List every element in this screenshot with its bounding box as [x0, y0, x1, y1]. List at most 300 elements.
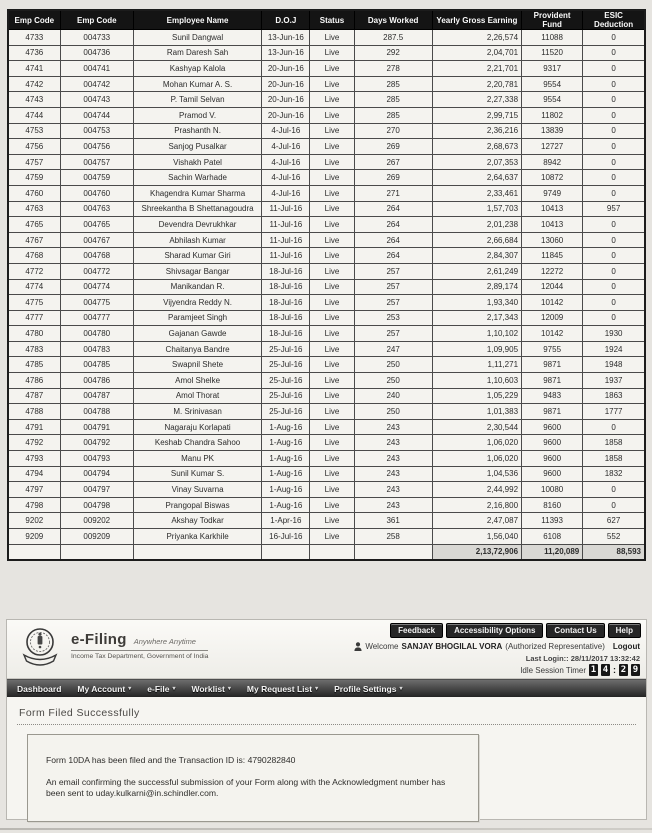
cell-esic-deduction: 0 [583, 154, 645, 170]
success-message-box [27, 734, 479, 822]
cell-status: Live [310, 466, 354, 482]
cell-emp-code-2: 004786 [60, 373, 133, 389]
cell-days-worked: 253 [354, 310, 432, 326]
table-row [8, 201, 645, 217]
cell-emp-code-1: 4798 [8, 497, 60, 513]
cell-emp-code-2: 004798 [60, 497, 133, 513]
cell-yearly-gross-earning: 2,16,800 [432, 497, 521, 513]
cell-esic-deduction: 0 [583, 248, 645, 264]
table-row [8, 419, 645, 435]
table-row [8, 326, 645, 342]
cell-days-worked: 243 [354, 435, 432, 451]
cell-esic-deduction: 0 [583, 107, 645, 123]
cell-esic-deduction: 1937 [583, 373, 645, 389]
cell-provident-fund: 6108 [522, 529, 583, 545]
cell-emp-code-1: 4757 [8, 154, 60, 170]
cell-emp-code-1: 4787 [8, 388, 60, 404]
cell-status: Live [310, 61, 354, 77]
cell-emp-code-1: 4767 [8, 232, 60, 248]
page-title: Form Filed Successfully [17, 705, 636, 725]
cell-emp-code-1: 4797 [8, 482, 60, 498]
cell-esic-deduction: 0 [583, 185, 645, 201]
cell-yearly-gross-earning: 2,17,343 [432, 310, 521, 326]
cell-employee-name: Amol Shelke [133, 373, 261, 389]
cell-doj: 1-Aug-16 [262, 451, 310, 467]
cell-esic-deduction: 0 [583, 295, 645, 311]
cell-provident-fund: 12009 [522, 310, 583, 326]
timer-digit: 1 [590, 665, 597, 675]
cell-provident-fund: 12044 [522, 279, 583, 295]
cell-days-worked: 257 [354, 326, 432, 342]
cell-esic-deduction: 0 [583, 310, 645, 326]
cell-emp-code-1: 4753 [8, 123, 60, 139]
cell-emp-code-1: 4792 [8, 435, 60, 451]
cell-emp-code-1: 4788 [8, 404, 60, 420]
cell-esic-deduction: 0 [583, 232, 645, 248]
cell-employee-name: Gajanan Gawde [133, 326, 261, 342]
timer-digit: 2 [620, 665, 627, 675]
cell-emp-code-2: 004783 [60, 341, 133, 357]
cell-doj: 20-Jun-16 [262, 76, 310, 92]
cell-status: Live [310, 497, 354, 513]
cell-employee-name: Shivsagar Bangar [133, 263, 261, 279]
cell-esic-deduction: 0 [583, 45, 645, 61]
cell-doj: 1-Aug-16 [262, 497, 310, 513]
cell-employee-name: Vinay Suvarna [133, 482, 261, 498]
cell-esic-deduction: 1948 [583, 357, 645, 373]
cell-emp-code-1: 9209 [8, 529, 60, 545]
cell-yearly-gross-earning: 1,93,340 [432, 295, 521, 311]
cell-doj: 20-Jun-16 [262, 107, 310, 123]
totals-blank-cell [354, 544, 432, 560]
table-row [8, 404, 645, 420]
cell-emp-code-1: 4794 [8, 466, 60, 482]
total-esic: 88,593 [583, 544, 645, 560]
cell-employee-name: Khagendra Kumar Sharma [133, 185, 261, 201]
feedback-button[interactable]: Feedback [390, 623, 443, 638]
cell-esic-deduction: 0 [583, 279, 645, 295]
column-header-yearly-gross-earning: Yearly Gross Earning [432, 10, 521, 30]
brand-title: e-Filing [71, 631, 127, 648]
cell-employee-name: Nagaraju Korlapati [133, 419, 261, 435]
cell-employee-name: M. Srinivasan [133, 404, 261, 420]
cell-esic-deduction: 1832 [583, 466, 645, 482]
cell-doj: 11-Jul-16 [262, 201, 310, 217]
table-row [8, 263, 645, 279]
cell-emp-code-1: 4744 [8, 107, 60, 123]
table-row [8, 310, 645, 326]
cell-emp-code-2: 004775 [60, 295, 133, 311]
cell-days-worked: 285 [354, 76, 432, 92]
cell-yearly-gross-earning: 1,06,020 [432, 451, 521, 467]
cell-emp-code-2: 004797 [60, 482, 133, 498]
cell-status: Live [310, 107, 354, 123]
cell-doj: 25-Jul-16 [262, 404, 310, 420]
table-row [8, 139, 645, 155]
cell-emp-code-2: 004774 [60, 279, 133, 295]
cell-doj: 25-Jul-16 [262, 373, 310, 389]
cell-status: Live [310, 451, 354, 467]
cell-doj: 11-Jul-16 [262, 248, 310, 264]
cell-provident-fund: 9554 [522, 92, 583, 108]
cell-status: Live [310, 482, 354, 498]
cell-emp-code-2: 004763 [60, 201, 133, 217]
cell-provident-fund: 10080 [522, 482, 583, 498]
cell-doj: 18-Jul-16 [262, 326, 310, 342]
table-row [8, 217, 645, 233]
help-button[interactable]: Help [608, 623, 641, 638]
welcome-prefix: Welcome [365, 642, 399, 651]
cell-yearly-gross-earning: 2,21,701 [432, 61, 521, 77]
cell-yearly-gross-earning: 1,10,102 [432, 326, 521, 342]
cell-employee-name: Kashyap Kalola [133, 61, 261, 77]
cell-provident-fund: 9871 [522, 373, 583, 389]
cell-provident-fund: 9755 [522, 341, 583, 357]
cell-employee-name: Swapnil Shete [133, 357, 261, 373]
cell-employee-name: Paramjeet Singh [133, 310, 261, 326]
nav-item-worklist[interactable] [192, 684, 231, 694]
cell-esic-deduction: 1858 [583, 435, 645, 451]
cell-employee-name: Sachin Warhade [133, 170, 261, 186]
cell-status: Live [310, 513, 354, 529]
cell-doj: 1-Apr-16 [262, 513, 310, 529]
cell-employee-name: Mohan Kumar A. S. [133, 76, 261, 92]
cell-yearly-gross-earning: 2,27,338 [432, 92, 521, 108]
cell-emp-code-1: 4777 [8, 310, 60, 326]
cell-yearly-gross-earning: 2,84,307 [432, 248, 521, 264]
income-tax-emblem-logo [19, 625, 61, 671]
chevron-down-icon: ▾ [399, 686, 403, 692]
cell-doj: 16-Jul-16 [262, 529, 310, 545]
welcome-user-role: (Authorized Representative) [505, 642, 605, 651]
cell-esic-deduction: 0 [583, 139, 645, 155]
table-row [8, 451, 645, 467]
welcome-user-name: SANJAY BHOGILAL VORA [401, 642, 503, 651]
cell-status: Live [310, 419, 354, 435]
cell-yearly-gross-earning: 2,44,992 [432, 482, 521, 498]
nav-item-profile-settings[interactable] [334, 684, 402, 694]
cell-days-worked: 269 [354, 139, 432, 155]
cell-esic-deduction: 0 [583, 61, 645, 77]
cell-emp-code-1: 4774 [8, 279, 60, 295]
cell-days-worked: 270 [354, 123, 432, 139]
cell-provident-fund: 10413 [522, 201, 583, 217]
cell-emp-code-1: 4742 [8, 76, 60, 92]
cell-days-worked: 250 [354, 373, 432, 389]
cell-provident-fund: 9600 [522, 451, 583, 467]
cell-days-worked: 247 [354, 341, 432, 357]
cell-provident-fund: 12727 [522, 139, 583, 155]
cell-status: Live [310, 279, 354, 295]
accessibility-options-button[interactable]: Accessibility Options [446, 623, 543, 638]
cell-doj: 1-Aug-16 [262, 419, 310, 435]
cell-status: Live [310, 404, 354, 420]
total-yearly-gross: 2,13,72,906 [432, 544, 521, 560]
cell-doj: 20-Jun-16 [262, 61, 310, 77]
table-row [8, 497, 645, 513]
table-row [8, 248, 645, 264]
brand-text [71, 625, 208, 660]
contact-us-button[interactable]: Contact Us [546, 623, 604, 638]
cell-employee-name: Prashanth N. [133, 123, 261, 139]
cell-emp-code-2: 009202 [60, 513, 133, 529]
portal-body [7, 697, 646, 819]
cell-esic-deduction: 0 [583, 419, 645, 435]
nav-item-my-account[interactable] [77, 684, 131, 694]
cell-emp-code-2: 004733 [60, 30, 133, 46]
cell-status: Live [310, 123, 354, 139]
employee-table [7, 9, 646, 561]
cell-emp-code-1: 4780 [8, 326, 60, 342]
table-row [8, 295, 645, 311]
column-header-days-worked: Days Worked [354, 10, 432, 30]
cell-doj: 18-Jul-16 [262, 279, 310, 295]
cell-employee-name: Prangopal Biswas [133, 497, 261, 513]
table-row [8, 154, 645, 170]
table-row [8, 279, 645, 295]
cell-status: Live [310, 201, 354, 217]
table-row [8, 466, 645, 482]
logout-link[interactable]: Logout [612, 642, 640, 651]
cell-provident-fund: 10142 [522, 295, 583, 311]
cell-status: Live [310, 45, 354, 61]
cell-emp-code-2: 009209 [60, 529, 133, 545]
cell-days-worked: 243 [354, 482, 432, 498]
last-login-text: Last Login:: 28/11/2017 13:32:42 [525, 654, 640, 663]
cell-employee-name: Sunil Kumar S. [133, 466, 261, 482]
table-header-row [8, 10, 645, 30]
cell-esic-deduction: 0 [583, 123, 645, 139]
cell-status: Live [310, 139, 354, 155]
cell-emp-code-2: 004736 [60, 45, 133, 61]
timer-colon: : [613, 665, 616, 675]
nav-label: Profile Settings [334, 683, 397, 694]
totals-blank-cell [133, 544, 261, 560]
chevron-down-icon: ▾ [172, 686, 176, 692]
cell-provident-fund: 11802 [522, 107, 583, 123]
cell-doj: 4-Jul-16 [262, 139, 310, 155]
cell-esic-deduction: 627 [583, 513, 645, 529]
brand-block [19, 625, 208, 671]
cell-yearly-gross-earning: 2,20,781 [432, 76, 521, 92]
cell-emp-code-2: 004756 [60, 139, 133, 155]
cell-status: Live [310, 341, 354, 357]
brand-subtitle: Income Tax Department, Government of India [71, 653, 209, 660]
cell-doj: 25-Jul-16 [262, 341, 310, 357]
cell-yearly-gross-earning: 2,33,461 [432, 185, 521, 201]
cell-yearly-gross-earning: 1,09,905 [432, 341, 521, 357]
cell-doj: 4-Jul-16 [262, 185, 310, 201]
cell-esic-deduction: 0 [583, 497, 645, 513]
cell-days-worked: 257 [354, 263, 432, 279]
cell-emp-code-1: 4768 [8, 248, 60, 264]
cell-yearly-gross-earning: 2,66,684 [432, 232, 521, 248]
cell-doj: 13-Jun-16 [262, 30, 310, 46]
cell-status: Live [310, 232, 354, 248]
cell-days-worked: 257 [354, 295, 432, 311]
column-header-emp-code-1: Emp Code [8, 10, 60, 30]
cell-emp-code-2: 004768 [60, 248, 133, 264]
cell-esic-deduction: 1863 [583, 388, 645, 404]
cell-emp-code-1: 4756 [8, 139, 60, 155]
cell-yearly-gross-earning: 1,06,020 [432, 435, 521, 451]
column-header-emp-code-2: Emp Code [60, 10, 133, 30]
cell-emp-code-1: 4733 [8, 30, 60, 46]
table-row [8, 185, 645, 201]
table-row [8, 388, 645, 404]
cell-status: Live [310, 388, 354, 404]
cell-emp-code-2: 004792 [60, 435, 133, 451]
cell-days-worked: 243 [354, 419, 432, 435]
cell-emp-code-1: 4760 [8, 185, 60, 201]
cell-provident-fund: 9600 [522, 466, 583, 482]
cell-provident-fund: 11393 [522, 513, 583, 529]
cell-esic-deduction: 0 [583, 92, 645, 108]
cell-status: Live [310, 154, 354, 170]
cell-doj: 25-Jul-16 [262, 388, 310, 404]
cell-provident-fund: 9871 [522, 404, 583, 420]
chevron-down-icon: ▾ [315, 686, 319, 692]
cell-employee-name: Amol Thorat [133, 388, 261, 404]
nav-label: Dashboard [17, 683, 62, 694]
efiling-portal [6, 619, 647, 820]
cell-status: Live [310, 310, 354, 326]
table-row [8, 341, 645, 357]
cell-esic-deduction: 0 [583, 217, 645, 233]
cell-emp-code-2: 004744 [60, 107, 133, 123]
cell-yearly-gross-earning: 1,56,040 [432, 529, 521, 545]
cell-emp-code-2: 004788 [60, 404, 133, 420]
table-row [8, 76, 645, 92]
table-row [8, 232, 645, 248]
cell-emp-code-1: 4763 [8, 201, 60, 217]
cell-emp-code-2: 004777 [60, 310, 133, 326]
table-row [8, 107, 645, 123]
column-header-provident-fund: Provident Fund [522, 10, 583, 30]
cell-days-worked: 278 [354, 61, 432, 77]
cell-emp-code-1: 4775 [8, 295, 60, 311]
cell-esic-deduction: 957 [583, 201, 645, 217]
cell-doj: 11-Jul-16 [262, 232, 310, 248]
cell-provident-fund: 9317 [522, 61, 583, 77]
cell-esic-deduction: 0 [583, 263, 645, 279]
cell-doj: 4-Jul-16 [262, 170, 310, 186]
cell-yearly-gross-earning: 2,99,715 [432, 107, 521, 123]
cell-emp-code-2: 004741 [60, 61, 133, 77]
chevron-down-icon: ▾ [128, 686, 132, 692]
cell-status: Live [310, 30, 354, 46]
cell-days-worked: 267 [354, 154, 432, 170]
cell-emp-code-1: 4785 [8, 357, 60, 373]
cell-emp-code-2: 004743 [60, 92, 133, 108]
cell-employee-name: Priyanka Karkhile [133, 529, 261, 545]
cell-days-worked: 250 [354, 404, 432, 420]
table-row [8, 45, 645, 61]
cell-emp-code-1: 4772 [8, 263, 60, 279]
cell-emp-code-1: 4736 [8, 45, 60, 61]
table-row [8, 123, 645, 139]
cell-emp-code-2: 004742 [60, 76, 133, 92]
brand-tagline: Anywhere Anytime [133, 637, 196, 646]
table-row [8, 529, 645, 545]
cell-employee-name: Sanjog Pusalkar [133, 139, 261, 155]
cell-yearly-gross-earning: 2,04,701 [432, 45, 521, 61]
nav-item-my-request-list[interactable] [247, 684, 318, 694]
cell-doj: 1-Aug-16 [262, 435, 310, 451]
cell-days-worked: 285 [354, 92, 432, 108]
cell-status: Live [310, 263, 354, 279]
cell-emp-code-1: 4759 [8, 170, 60, 186]
cell-doj: 18-Jul-16 [262, 263, 310, 279]
cell-employee-name: Keshab Chandra Sahoo [133, 435, 261, 451]
cell-days-worked: 285 [354, 107, 432, 123]
cell-provident-fund: 10413 [522, 217, 583, 233]
nav-item-e-file[interactable] [147, 684, 175, 694]
cell-yearly-gross-earning: 2,64,637 [432, 170, 521, 186]
cell-status: Live [310, 357, 354, 373]
cell-status: Live [310, 295, 354, 311]
cell-yearly-gross-earning: 2,61,249 [432, 263, 521, 279]
cell-doj: 25-Jul-16 [262, 357, 310, 373]
nav-item-dashboard[interactable] [17, 684, 61, 694]
cell-provident-fund: 11520 [522, 45, 583, 61]
cell-days-worked: 243 [354, 497, 432, 513]
column-header-doj: D.O.J [262, 10, 310, 30]
nav-label: e-File [147, 683, 170, 694]
cell-days-worked: 269 [354, 170, 432, 186]
cell-status: Live [310, 435, 354, 451]
column-header-esic-deduction: ESIC Deduction [583, 10, 645, 30]
cell-employee-name: Sharad Kumar Giri [133, 248, 261, 264]
cell-doj: 4-Jul-16 [262, 123, 310, 139]
cell-days-worked: 292 [354, 45, 432, 61]
table-row [8, 435, 645, 451]
cell-esic-deduction: 1777 [583, 404, 645, 420]
cell-status: Live [310, 92, 354, 108]
cell-status: Live [310, 76, 354, 92]
cell-provident-fund: 13060 [522, 232, 583, 248]
cell-emp-code-2: 004760 [60, 185, 133, 201]
table-row [8, 61, 645, 77]
cell-yearly-gross-earning: 2,89,174 [432, 279, 521, 295]
column-header-status: Status [310, 10, 354, 30]
cell-emp-code-2: 004765 [60, 217, 133, 233]
cell-esic-deduction: 0 [583, 76, 645, 92]
cell-status: Live [310, 185, 354, 201]
payroll-table-sheet [7, 9, 646, 561]
cell-doj: 11-Jul-16 [262, 217, 310, 233]
cell-provident-fund: 9600 [522, 435, 583, 451]
cell-employee-name: Pramod V. [133, 107, 261, 123]
table-row [8, 373, 645, 389]
cell-status: Live [310, 373, 354, 389]
cell-days-worked: 243 [354, 466, 432, 482]
cell-days-worked: 264 [354, 201, 432, 217]
cell-employee-name: Manu PK [133, 451, 261, 467]
cell-emp-code-2: 004753 [60, 123, 133, 139]
cell-emp-code-2: 004757 [60, 154, 133, 170]
cell-esic-deduction: 1858 [583, 451, 645, 467]
cell-esic-deduction: 0 [583, 170, 645, 186]
cell-esic-deduction: 0 [583, 30, 645, 46]
cell-days-worked: 243 [354, 451, 432, 467]
totals-row [8, 544, 645, 560]
cell-employee-name: Ram Daresh Sah [133, 45, 261, 61]
cell-employee-name: Abhilash Kumar [133, 232, 261, 248]
nav-label: My Request List [246, 683, 313, 694]
cell-emp-code-2: 004767 [60, 232, 133, 248]
idle-session-timer [520, 664, 640, 676]
